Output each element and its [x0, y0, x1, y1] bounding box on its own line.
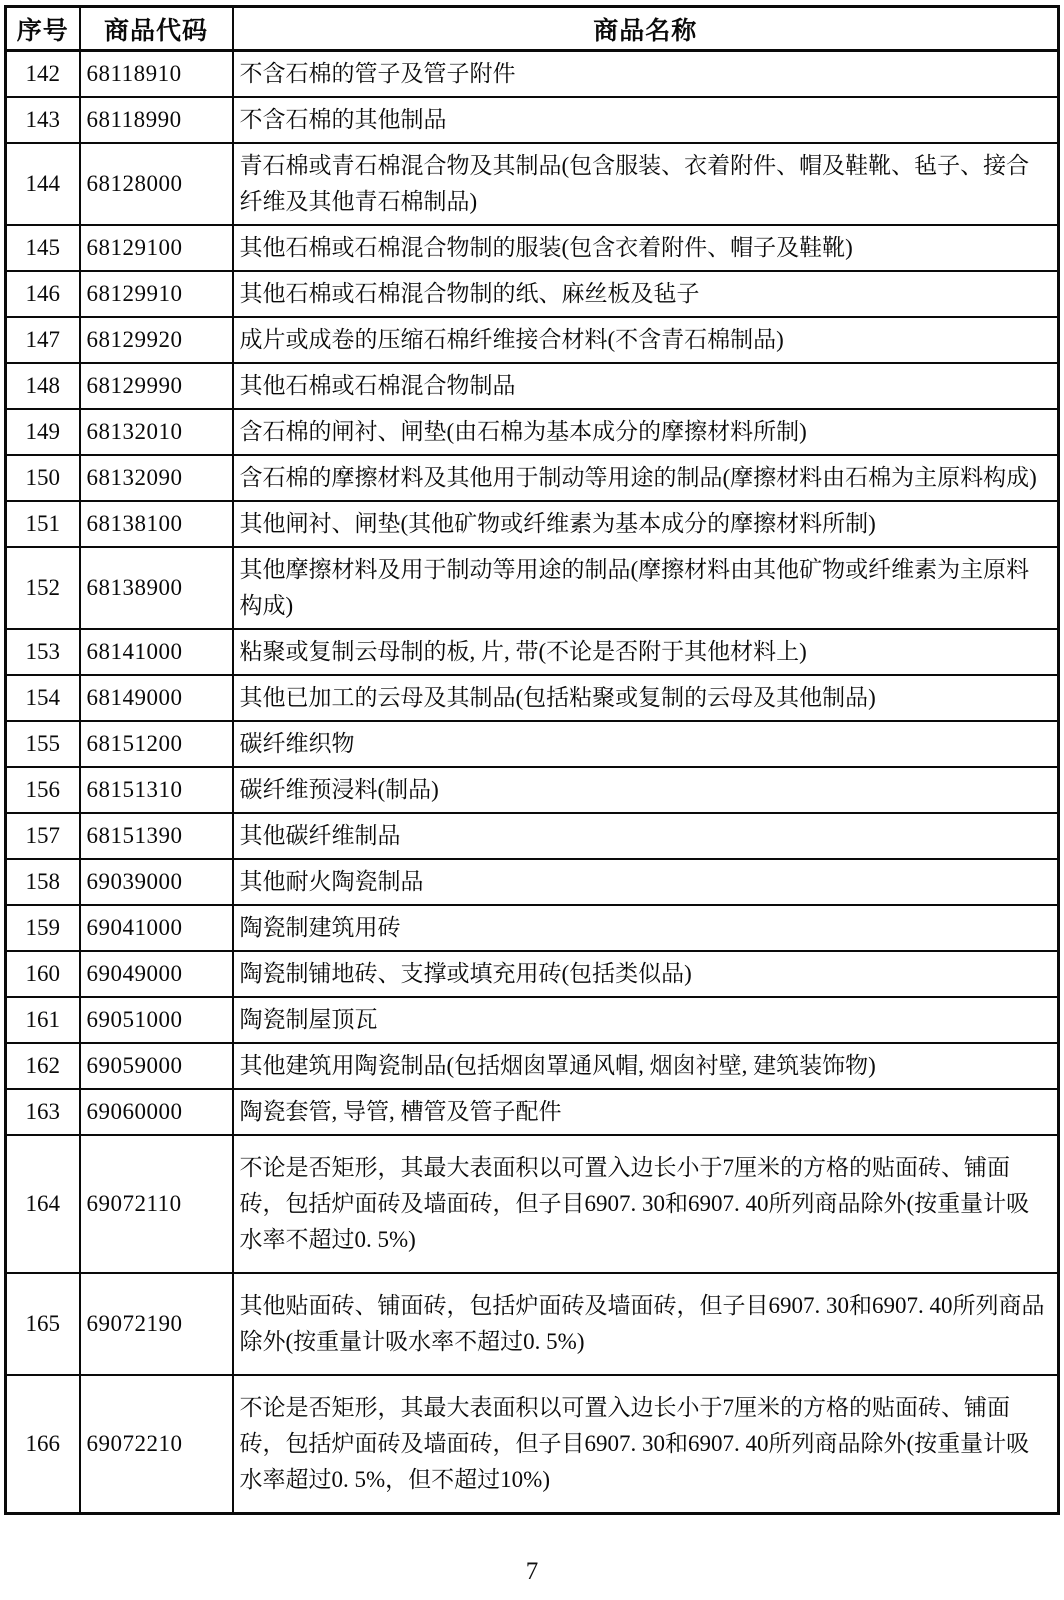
table-row — [6, 905, 1059, 951]
seq-cell: 159 — [6, 905, 80, 951]
code-cell: 68138100 — [80, 501, 233, 547]
name-cell: 含石棉的摩擦材料及其他用于制动等用途的制品(摩擦材料由石棉为主原料构成) — [233, 455, 1059, 501]
name-cell: 陶瓷套管, 导管, 槽管及管子配件 — [233, 1089, 1059, 1135]
name-cell: 青石棉或青石棉混合物及其制品(包含服装、衣着附件、帽及鞋靴、毡子、接合纤维及其他青石棉制品) — [233, 143, 1059, 225]
code-cell: 68118910 — [80, 51, 233, 98]
seq-cell: 162 — [6, 1043, 80, 1089]
name-cell: 其他闸衬、闸垫(其他矿物或纤维素为基本成分的摩擦材料所制) — [233, 501, 1059, 547]
name-cell: 碳纤维预浸料(制品) — [233, 767, 1059, 813]
table-row — [6, 271, 1059, 317]
code-cell: 69041000 — [80, 905, 233, 951]
column-header-code: 商品代码 — [80, 7, 233, 51]
table-row — [6, 1135, 1059, 1273]
seq-cell: 156 — [6, 767, 80, 813]
name-cell: 不论是否矩形，其最大表面积以可置入边长小于7厘米的方格的贴面砖、铺面砖，包括炉面砖及墙面砖，但子目6907. 30和6907. 40所列商品除外(按重量计吸水率超过0. 5%，但不超过10%) — [233, 1375, 1059, 1514]
name-cell: 其他摩擦材料及用于制动等用途的制品(摩擦材料由其他矿物或纤维素为主原料构成) — [233, 547, 1059, 629]
table-row — [6, 951, 1059, 997]
table-header-row — [6, 7, 1059, 51]
column-header-seq: 序号 — [6, 7, 80, 51]
seq-cell: 145 — [6, 225, 80, 271]
table-row — [6, 767, 1059, 813]
commodity-table — [4, 5, 1060, 1515]
table-row — [6, 675, 1059, 721]
seq-cell: 160 — [6, 951, 80, 997]
code-cell: 68149000 — [80, 675, 233, 721]
seq-cell: 149 — [6, 409, 80, 455]
code-cell: 68141000 — [80, 629, 233, 675]
table-row — [6, 363, 1059, 409]
table-row — [6, 859, 1059, 905]
name-cell: 其他贴面砖、铺面砖，包括炉面砖及墙面砖，但子目6907. 30和6907. 40所列商品除外(按重量计吸水率不超过0. 5%) — [233, 1273, 1059, 1375]
name-cell: 碳纤维织物 — [233, 721, 1059, 767]
table-row — [6, 547, 1059, 629]
table-row — [6, 409, 1059, 455]
code-cell: 68132010 — [80, 409, 233, 455]
seq-cell: 150 — [6, 455, 80, 501]
table-row — [6, 455, 1059, 501]
table-body — [6, 51, 1059, 1514]
code-cell: 68129920 — [80, 317, 233, 363]
table-row — [6, 629, 1059, 675]
table-row — [6, 51, 1059, 98]
name-cell: 其他石棉或石棉混合物制品 — [233, 363, 1059, 409]
seq-cell: 152 — [6, 547, 80, 629]
table-row — [6, 143, 1059, 225]
code-cell: 69072110 — [80, 1135, 233, 1273]
table-row — [6, 1375, 1059, 1514]
table-row — [6, 317, 1059, 363]
code-cell: 68129910 — [80, 271, 233, 317]
code-cell: 69049000 — [80, 951, 233, 997]
seq-cell: 146 — [6, 271, 80, 317]
table-row — [6, 1043, 1059, 1089]
table-row — [6, 721, 1059, 767]
code-cell: 68129990 — [80, 363, 233, 409]
table-row — [6, 501, 1059, 547]
seq-cell: 164 — [6, 1135, 80, 1273]
seq-cell: 157 — [6, 813, 80, 859]
name-cell: 陶瓷制屋顶瓦 — [233, 997, 1059, 1043]
name-cell: 其他碳纤维制品 — [233, 813, 1059, 859]
seq-cell: 144 — [6, 143, 80, 225]
code-cell: 69059000 — [80, 1043, 233, 1089]
name-cell: 其他耐火陶瓷制品 — [233, 859, 1059, 905]
name-cell: 粘聚或复制云母制的板, 片, 带(不论是否附于其他材料上) — [233, 629, 1059, 675]
table-row — [6, 225, 1059, 271]
code-cell: 69039000 — [80, 859, 233, 905]
name-cell: 成片或成卷的压缩石棉纤维接合材料(不含青石棉制品) — [233, 317, 1059, 363]
table-row — [6, 997, 1059, 1043]
name-cell: 其他建筑用陶瓷制品(包括烟囱罩通风帽, 烟囱衬壁, 建筑装饰物) — [233, 1043, 1059, 1089]
seq-cell: 147 — [6, 317, 80, 363]
code-cell: 69072190 — [80, 1273, 233, 1375]
code-cell: 68118990 — [80, 97, 233, 143]
seq-cell: 143 — [6, 97, 80, 143]
table-row — [6, 813, 1059, 859]
seq-cell: 161 — [6, 997, 80, 1043]
seq-cell: 148 — [6, 363, 80, 409]
page-number: 7 — [525, 1558, 539, 1585]
code-cell: 69060000 — [80, 1089, 233, 1135]
seq-cell: 155 — [6, 721, 80, 767]
code-cell: 68151390 — [80, 813, 233, 859]
name-cell: 其他石棉或石棉混合物制的服装(包含衣着附件、帽子及鞋靴) — [233, 225, 1059, 271]
code-cell: 68128000 — [80, 143, 233, 225]
code-cell: 68129100 — [80, 225, 233, 271]
name-cell: 陶瓷制建筑用砖 — [233, 905, 1059, 951]
seq-cell: 154 — [6, 675, 80, 721]
code-cell: 69051000 — [80, 997, 233, 1043]
code-cell: 68151200 — [80, 721, 233, 767]
name-cell: 含石棉的闸衬、闸垫(由石棉为基本成分的摩擦材料所制) — [233, 409, 1059, 455]
seq-cell: 165 — [6, 1273, 80, 1375]
seq-cell: 142 — [6, 51, 80, 98]
table-row — [6, 1273, 1059, 1375]
code-cell: 68138900 — [80, 547, 233, 629]
name-cell: 其他石棉或石棉混合物制的纸、麻丝板及毡子 — [233, 271, 1059, 317]
name-cell: 不含石棉的管子及管子附件 — [233, 51, 1059, 98]
code-cell: 68132090 — [80, 455, 233, 501]
name-cell: 不含石棉的其他制品 — [233, 97, 1059, 143]
table-row — [6, 97, 1059, 143]
code-cell: 69072210 — [80, 1375, 233, 1514]
column-header-name: 商品名称 — [233, 7, 1059, 51]
name-cell: 陶瓷制铺地砖、支撑或填充用砖(包括类似品) — [233, 951, 1059, 997]
seq-cell: 153 — [6, 629, 80, 675]
name-cell: 其他已加工的云母及其制品(包括粘聚或复制的云母及其他制品) — [233, 675, 1059, 721]
table-row — [6, 1089, 1059, 1135]
seq-cell: 158 — [6, 859, 80, 905]
seq-cell: 166 — [6, 1375, 80, 1514]
name-cell: 不论是否矩形，其最大表面积以可置入边长小于7厘米的方格的贴面砖、铺面砖，包括炉面砖及墙面砖，但子目6907. 30和6907. 40所列商品除外(按重量计吸水率不超过0. 5%) — [233, 1135, 1059, 1273]
seq-cell: 163 — [6, 1089, 80, 1135]
code-cell: 68151310 — [80, 767, 233, 813]
seq-cell: 151 — [6, 501, 80, 547]
